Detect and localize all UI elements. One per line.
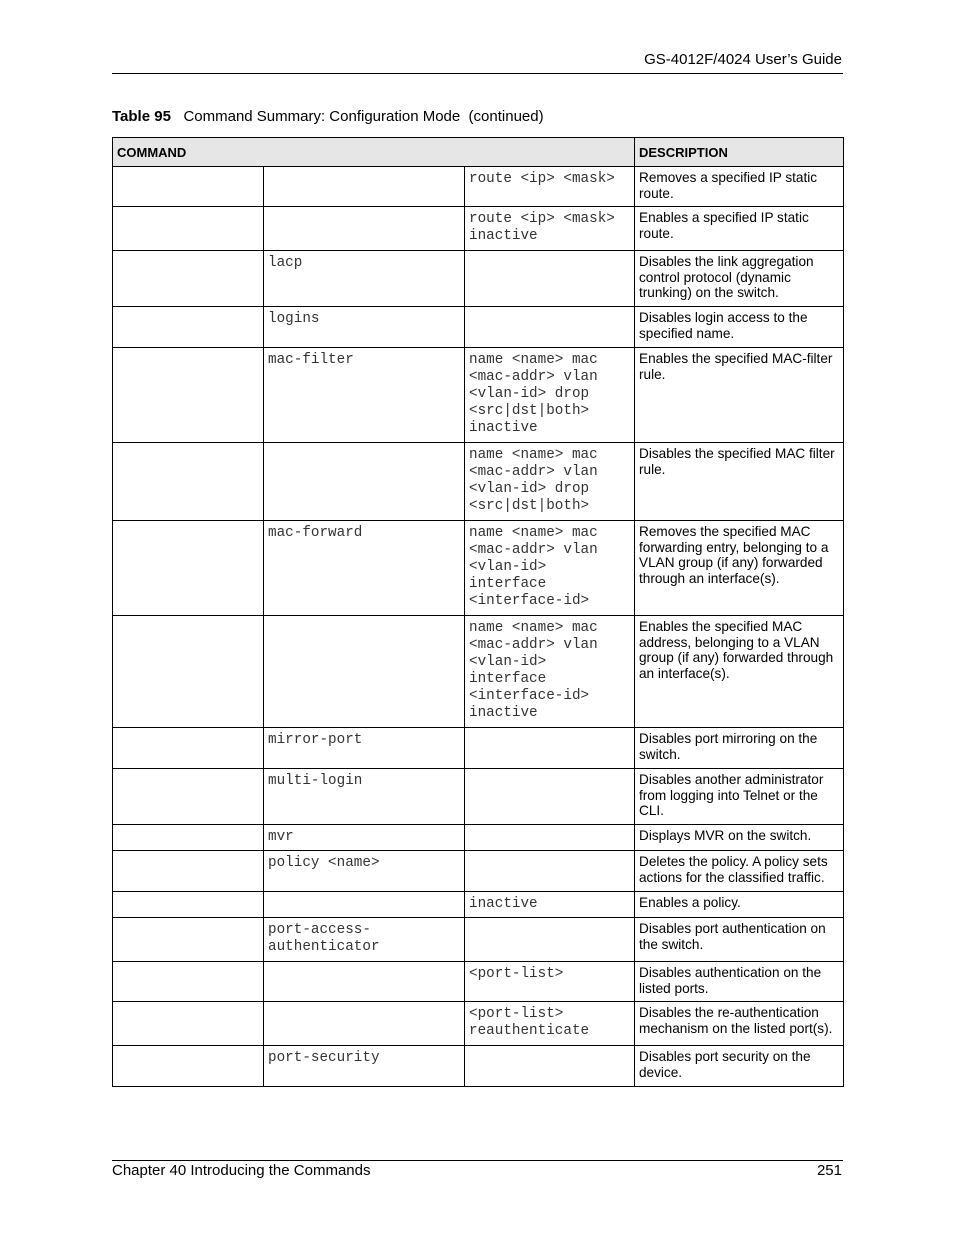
command-text — [113, 207, 263, 211]
command-text: name <name> mac <mac-addr> vlan <vlan-id> drop <src|dst|both> — [469, 447, 607, 514]
command-text — [264, 207, 464, 211]
description-text: Deletes the policy. A policy sets actions for the classified traffic. — [639, 854, 828, 885]
description-cell — [635, 962, 844, 1002]
description-cell — [635, 769, 844, 825]
command-cell — [113, 443, 264, 521]
command-text — [113, 728, 263, 732]
description-text: Disables login access to the specified name. — [639, 310, 808, 341]
description-text: Disables the re-authentication mechanism on the listed port(s). — [639, 1005, 833, 1036]
description-cell — [635, 251, 844, 307]
command-cell — [264, 348, 465, 443]
command-text — [264, 167, 464, 171]
command-cell — [113, 918, 264, 962]
command-cell — [264, 251, 465, 307]
command-text — [465, 251, 634, 255]
header-rule — [112, 73, 843, 74]
footer-chapter: Chapter 40 Introducing the Commands — [112, 1162, 371, 1179]
command-text: inactive — [469, 896, 538, 912]
command-cell — [264, 728, 465, 769]
description-cell — [635, 1002, 844, 1046]
description-cell — [635, 167, 844, 207]
table-body — [113, 167, 844, 1087]
command-cell — [264, 443, 465, 521]
command-text: logins — [268, 311, 320, 327]
command-text — [113, 918, 263, 922]
command-cell — [113, 769, 264, 825]
header-description: DESCRIPTION — [635, 138, 844, 167]
command-cell — [264, 769, 465, 825]
command-text: port-access-authenticator — [268, 922, 380, 955]
description-cell — [635, 616, 844, 728]
command-cell — [113, 1002, 264, 1046]
command-text: lacp — [268, 255, 303, 271]
command-cell — [113, 307, 264, 348]
table-row — [113, 918, 844, 962]
description-text: Enables a policy. — [639, 895, 741, 910]
table-row — [113, 207, 844, 251]
description-cell — [635, 207, 844, 251]
command-cell — [465, 167, 635, 207]
footer-page-number: 251 — [816, 1162, 842, 1179]
running-header-title: GS-4012F/4024 User’s Guide — [644, 51, 842, 68]
command-text — [113, 167, 263, 171]
description-text: Enables a specified IP static route. — [639, 210, 809, 241]
table-row — [113, 962, 844, 1002]
command-cell — [113, 962, 264, 1002]
command-text — [113, 769, 263, 773]
command-text: name <name> mac <mac-addr> vlan <vlan-id> drop <src|dst|both> inactive — [469, 352, 607, 436]
command-cell — [113, 728, 264, 769]
command-text — [264, 443, 464, 447]
command-cell — [113, 348, 264, 443]
command-text — [264, 616, 464, 620]
command-cell — [465, 1002, 635, 1046]
footer-rule — [112, 1160, 843, 1161]
table-row — [113, 1046, 844, 1087]
description-cell — [635, 918, 844, 962]
command-text — [264, 962, 464, 966]
command-cell — [113, 167, 264, 207]
description-text: Displays MVR on the switch. — [639, 828, 812, 843]
description-text: Enables the specified MAC address, belonging to a VLAN group (if any) forwarded through an interface(s). — [639, 619, 834, 681]
command-cell — [264, 307, 465, 348]
command-cell — [465, 521, 635, 616]
table-header-row — [113, 138, 844, 167]
command-cell — [113, 1046, 264, 1087]
description-text: Enables the specified MAC-filter rule. — [639, 351, 833, 382]
command-cell — [113, 851, 264, 892]
description-text: Disables the specified MAC filter rule. — [639, 446, 835, 477]
command-text — [264, 892, 464, 896]
table-row — [113, 851, 844, 892]
description-cell — [635, 443, 844, 521]
command-text — [465, 851, 634, 855]
command-cell — [465, 825, 635, 851]
command-cell — [264, 851, 465, 892]
command-cell — [113, 616, 264, 728]
table-caption-label: Table 95 — [112, 108, 171, 125]
description-cell — [635, 728, 844, 769]
command-text: route <ip> <mask> — [469, 171, 615, 187]
table-row — [113, 348, 844, 443]
command-cell — [465, 962, 635, 1002]
header-command: COMMAND — [113, 138, 635, 167]
command-text — [465, 825, 634, 829]
command-cell — [465, 616, 635, 728]
table-row — [113, 1002, 844, 1046]
command-text: <port-list> reauthenticate — [469, 1006, 590, 1039]
table-caption — [112, 108, 544, 125]
description-text: Disables authentication on the listed ports. — [639, 965, 822, 996]
description-text: Disables another administrator from logging into Telnet or the CLI. — [639, 772, 824, 819]
command-text — [113, 251, 263, 255]
command-text: port-security — [268, 1050, 380, 1066]
command-cell — [264, 825, 465, 851]
command-cell — [465, 769, 635, 825]
table-caption-text: Command Summary: Configuration Mode (continued) — [183, 108, 544, 125]
command-cell — [465, 728, 635, 769]
command-text: mac-forward — [268, 525, 363, 541]
table-row — [113, 521, 844, 616]
command-cell — [113, 892, 264, 918]
command-cell — [465, 1046, 635, 1087]
command-cell — [465, 307, 635, 348]
command-text: mirror-port — [268, 732, 363, 748]
command-text: name <name> mac <mac-addr> vlan <vlan-id> interface <interface-id> — [469, 525, 607, 609]
command-cell — [113, 521, 264, 616]
table-row — [113, 825, 844, 851]
command-text — [113, 1002, 263, 1006]
table-row — [113, 892, 844, 918]
command-text — [465, 307, 634, 311]
command-text — [113, 443, 263, 447]
command-text: multi-login — [268, 773, 363, 789]
description-cell — [635, 348, 844, 443]
command-text — [113, 892, 263, 896]
command-text: mvr — [268, 829, 294, 845]
command-text — [465, 728, 634, 732]
command-text: policy <name> — [268, 855, 380, 871]
command-cell — [264, 521, 465, 616]
command-cell — [264, 892, 465, 918]
command-summary-table — [112, 137, 844, 1087]
command-cell — [465, 851, 635, 892]
command-text: mac-filter — [268, 352, 354, 368]
command-text — [113, 521, 263, 525]
table-row — [113, 443, 844, 521]
table-row — [113, 728, 844, 769]
command-cell — [113, 207, 264, 251]
command-text — [113, 1046, 263, 1050]
description-text: Removes the specified MAC forwarding entry, belonging to a VLAN group (if any) forwarded through an interface(s). — [639, 524, 829, 586]
command-text: <port-list> — [469, 966, 564, 982]
table-row — [113, 167, 844, 207]
command-cell — [465, 918, 635, 962]
description-cell — [635, 521, 844, 616]
description-cell — [635, 307, 844, 348]
table-row — [113, 616, 844, 728]
command-cell — [264, 167, 465, 207]
command-cell — [264, 1046, 465, 1087]
command-text — [113, 348, 263, 352]
command-cell — [113, 251, 264, 307]
command-text — [465, 1046, 634, 1050]
command-cell — [264, 1002, 465, 1046]
description-cell — [635, 825, 844, 851]
command-cell — [465, 207, 635, 251]
description-cell — [635, 1046, 844, 1087]
command-cell — [465, 443, 635, 521]
table-row — [113, 307, 844, 348]
command-cell — [465, 251, 635, 307]
description-text: Disables port authentication on the switch. — [639, 921, 826, 952]
command-text — [113, 851, 263, 855]
command-cell — [264, 616, 465, 728]
command-text — [113, 962, 263, 966]
command-cell — [264, 918, 465, 962]
command-cell — [465, 892, 635, 918]
command-cell — [264, 962, 465, 1002]
table-row — [113, 769, 844, 825]
command-cell — [113, 825, 264, 851]
description-cell — [635, 851, 844, 892]
command-text — [113, 825, 263, 829]
command-text — [113, 616, 263, 620]
command-text: route <ip> <mask> inactive — [469, 211, 624, 244]
description-text: Disables port security on the device. — [639, 1049, 811, 1080]
command-text — [113, 307, 263, 311]
description-text: Disables the link aggregation control protocol (dynamic trunking) on the switch. — [639, 254, 814, 301]
command-text — [465, 769, 634, 773]
table-row — [113, 251, 844, 307]
description-cell — [635, 892, 844, 918]
command-cell — [465, 348, 635, 443]
command-text: name <name> mac <mac-addr> vlan <vlan-id> interface <interface-id> inactive — [469, 620, 607, 721]
description-text: Removes a specified IP static route. — [639, 170, 818, 201]
command-text — [465, 918, 634, 922]
command-cell — [264, 207, 465, 251]
description-text: Disables port mirroring on the switch. — [639, 731, 818, 762]
command-text — [264, 1002, 464, 1006]
